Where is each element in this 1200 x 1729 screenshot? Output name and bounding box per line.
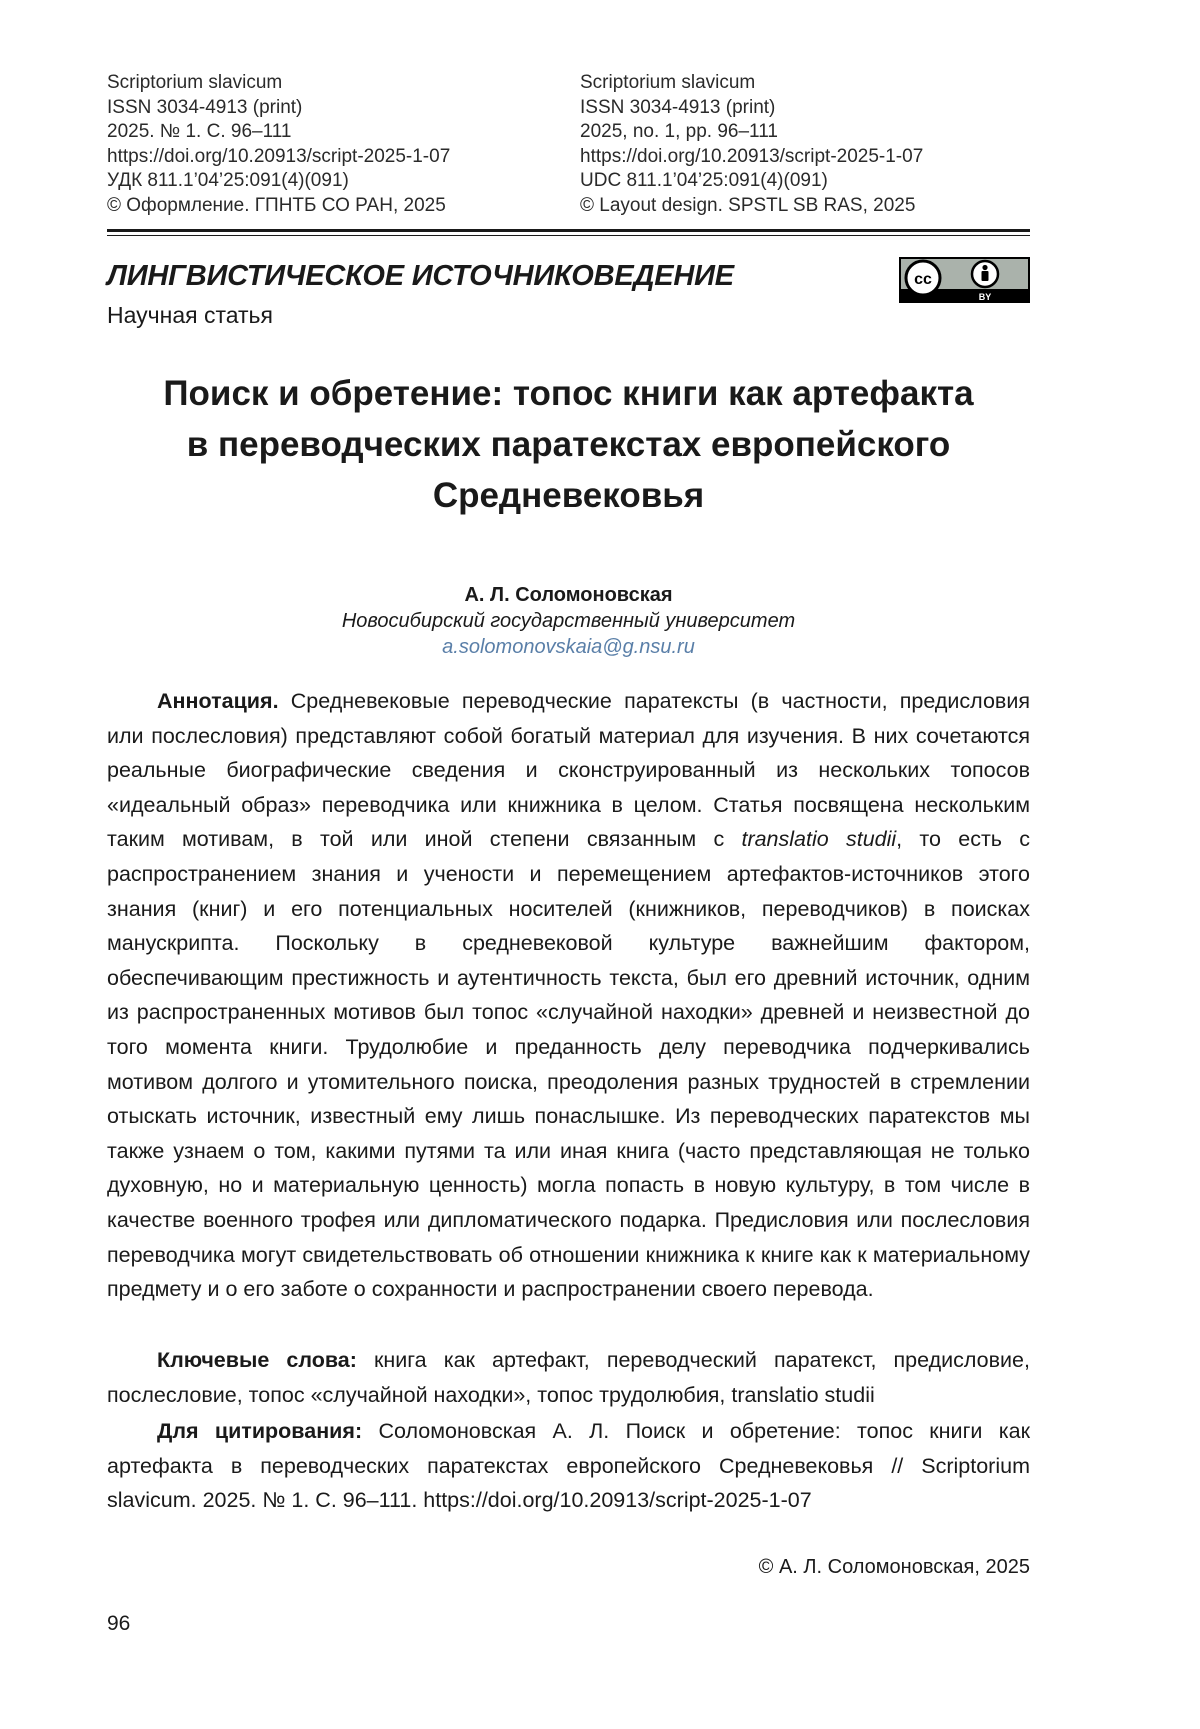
- journal-name: Scriptorium slavicum: [580, 72, 756, 93]
- header-meta-ru: [107, 71, 547, 218]
- issn: ISSN 3034-4913 (print): [580, 96, 776, 118]
- author-affiliation: Новосибирский государственный университет: [341, 610, 796, 632]
- article-type: Научная статья: [107, 302, 273, 328]
- page-number: 96: [107, 1612, 131, 1635]
- article-title: [107, 368, 1030, 521]
- issn: ISSN 3034-4913 (print): [107, 96, 303, 118]
- design-copyright: © Layout design. SPSTL SB RAS, 2025: [580, 194, 916, 216]
- keywords-label: Ключевые слова:: [157, 1348, 357, 1372]
- citation: [107, 1414, 1030, 1518]
- citation-label: Для цитирования:: [157, 1419, 363, 1443]
- issue-info: 2025, no. 1, pp. 96–111: [580, 121, 778, 142]
- section-title: ЛИНГВИСТИЧЕСКОЕ ИСТОЧНИКОВЕДЕНИЕ: [107, 260, 734, 292]
- doi-link[interactable]: https://doi.org/10.20913/script-2025-1-07: [107, 145, 451, 167]
- cc-label: cc: [914, 271, 932, 288]
- keywords-text: книга как артефакт, переводческий паратекст, предисловие, послесловие, топос «случайной находки», топос трудолюбия, translatio studii: [107, 1348, 1030, 1407]
- author-copyright: © А. Л. Соломоновская, 2025: [758, 1556, 1030, 1578]
- author-name: А. Л. Соломоновская: [464, 584, 673, 606]
- abstract-text: Средневековые переводческие паратексты (в частности, предисловия или послесловия) представляют собой богатый материал для изучения. В них сочетаются реальные биографические сведения и сконструированный из нескольких топосов «идеальный образ» переводчика или книжника в целом. Статья посвящена нескольким таким мотивам, в той или иной степени связанным с: [107, 689, 1030, 852]
- by-label: BY: [978, 292, 992, 302]
- title-line: Поиск и обретение: топос книги как артефакта: [163, 374, 974, 413]
- abstract-label: Аннотация.: [157, 689, 279, 713]
- udc-code: УДК 811.1’04’25:091(4)(091): [107, 170, 349, 191]
- udc-code: UDC 811.1’04’25:091(4)(091): [580, 170, 828, 191]
- journal-name: Scriptorium slavicum: [107, 72, 283, 93]
- header-meta-en: [580, 71, 1040, 218]
- abstract: [107, 684, 1030, 1307]
- keywords: [107, 1343, 1030, 1412]
- doi-link[interactable]: https://doi.org/10.20913/script-2025-1-07: [580, 145, 924, 167]
- cc-by-license-icon[interactable]: [899, 257, 1030, 303]
- issue-info: 2025. № 1. С. 96–111: [107, 121, 292, 142]
- author-block: [107, 582, 1030, 660]
- title-line: Средневековья: [432, 476, 705, 515]
- header-divider-thick: [107, 229, 1030, 232]
- header-divider-thin: [107, 235, 1030, 236]
- design-copyright: © Оформление. ГПНТБ СО РАН, 2025: [107, 194, 446, 216]
- title-line: в переводческих паратекстах европейского: [186, 425, 951, 464]
- citation-text: Соломоновская А. Л. Поиск и обретение: топос книги как артефакта в переводческих паратекстах европейского Средневековья // Scriptorium slavicum. 2025. № 1. С. 96–111. https://doi.org/10.20913/script-2025-1-07: [107, 1419, 1030, 1513]
- author-email[interactable]: a.solomonovskaia@g.nsu.ru: [442, 636, 695, 658]
- abstract-text: , то есть с распространением знания и учености и перемещением артефактов-источников этого знания (книг) и его потенциальных носителей (книжников, переводчиков) в поисках манускрипта. Поскольку в средневековой культуре важнейшим фактором, обеспечивающим престижность и аутентичность текста, был его древний источник, одним из распространенных мотивов был топос «случайной находки» древней и неизвестной до того момента книги. Трудолюбие и преданность делу переводчика подчеркивались мотивом долгого и утомительного поиска, преодоления разных трудностей в стремлении отыскать источник, известный ему лишь понаслышке. Из переводческих паратекстов мы также узнаем о том, какими путями та или иная книга (часто представляющая не только духовную, но и материальную ценность) могла попасть в новую культуру, в том числе в качестве военного трофея или дипломатического подарка. Предисловия или послесловия переводчика могут свидетельствовать об отношении книжника к книге как к материальному предмету и о его заботе о сохранности и распространении своего перевода.: [107, 827, 1030, 1302]
- abstract-italic-term: translatio studii: [741, 827, 897, 852]
